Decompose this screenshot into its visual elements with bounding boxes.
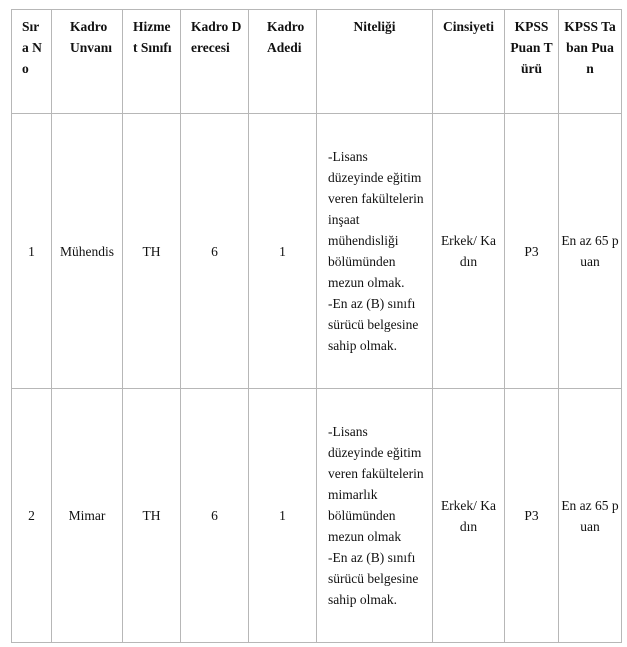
cell-kadro-adedi: 1	[249, 114, 317, 389]
header-kadro-adedi: Kadro Adedi	[249, 10, 317, 114]
header-sira-no: Sıra No	[12, 10, 52, 114]
cell-kadro-derecesi: 6	[181, 114, 249, 389]
header-kpss-taban-puan: KPSS Taban Puan	[559, 10, 622, 114]
cell-kpss-taban-puan: En az 65 puan	[559, 114, 622, 389]
cell-cinsiyeti: Erkek/ Kadın	[433, 114, 505, 389]
cell-kpss-puan-turu: P3	[505, 389, 559, 643]
cell-kadro-unvani: Mühendis	[52, 114, 123, 389]
header-cinsiyeti: Cinsiyeti	[433, 10, 505, 114]
cell-kadro-derecesi: 6	[181, 389, 249, 643]
nitelik-education: -Lisans düzeyinde eğitim veren fakültelerin inşaat mühendisliği bölümünden mezun olmak.	[328, 149, 424, 290]
cell-hizmet-sinifi: TH	[123, 389, 181, 643]
cell-hizmet-sinifi: TH	[123, 114, 181, 389]
cell-kpss-puan-turu: P3	[505, 114, 559, 389]
header-kadro-derecesi: Kadro Derecesi	[181, 10, 249, 114]
nitelik-license: -En az (B) sınıfı sürücü belgesine sahip olmak.	[328, 550, 419, 607]
cell-kpss-taban-puan: En az 65 puan	[559, 389, 622, 643]
cell-niteligi	[317, 114, 433, 389]
header-row	[12, 10, 622, 114]
position-table	[11, 9, 622, 643]
header-hizmet-sinifi: Hizmet Sınıfı	[123, 10, 181, 114]
table-row	[12, 389, 622, 643]
cell-kadro-adedi: 1	[249, 389, 317, 643]
header-kpss-puan-turu: KPSS Puan Türü	[505, 10, 559, 114]
table-row	[12, 114, 622, 389]
cell-sira-no: 1	[12, 114, 52, 389]
nitelik-license: -En az (B) sınıfı sürücü belgesine sahip olmak.	[328, 296, 419, 353]
cell-niteligi	[317, 389, 433, 643]
nitelik-education: -Lisans düzeyinde eğitim veren fakültelerin mimarlık bölümünden mezun olmak	[328, 424, 424, 544]
cell-kadro-unvani: Mimar	[52, 389, 123, 643]
header-kadro-unvani: Kadro Unvanı	[52, 10, 123, 114]
cell-sira-no: 2	[12, 389, 52, 643]
cell-cinsiyeti: Erkek/ Kadın	[433, 389, 505, 643]
header-niteligi: Niteliği	[317, 10, 433, 114]
